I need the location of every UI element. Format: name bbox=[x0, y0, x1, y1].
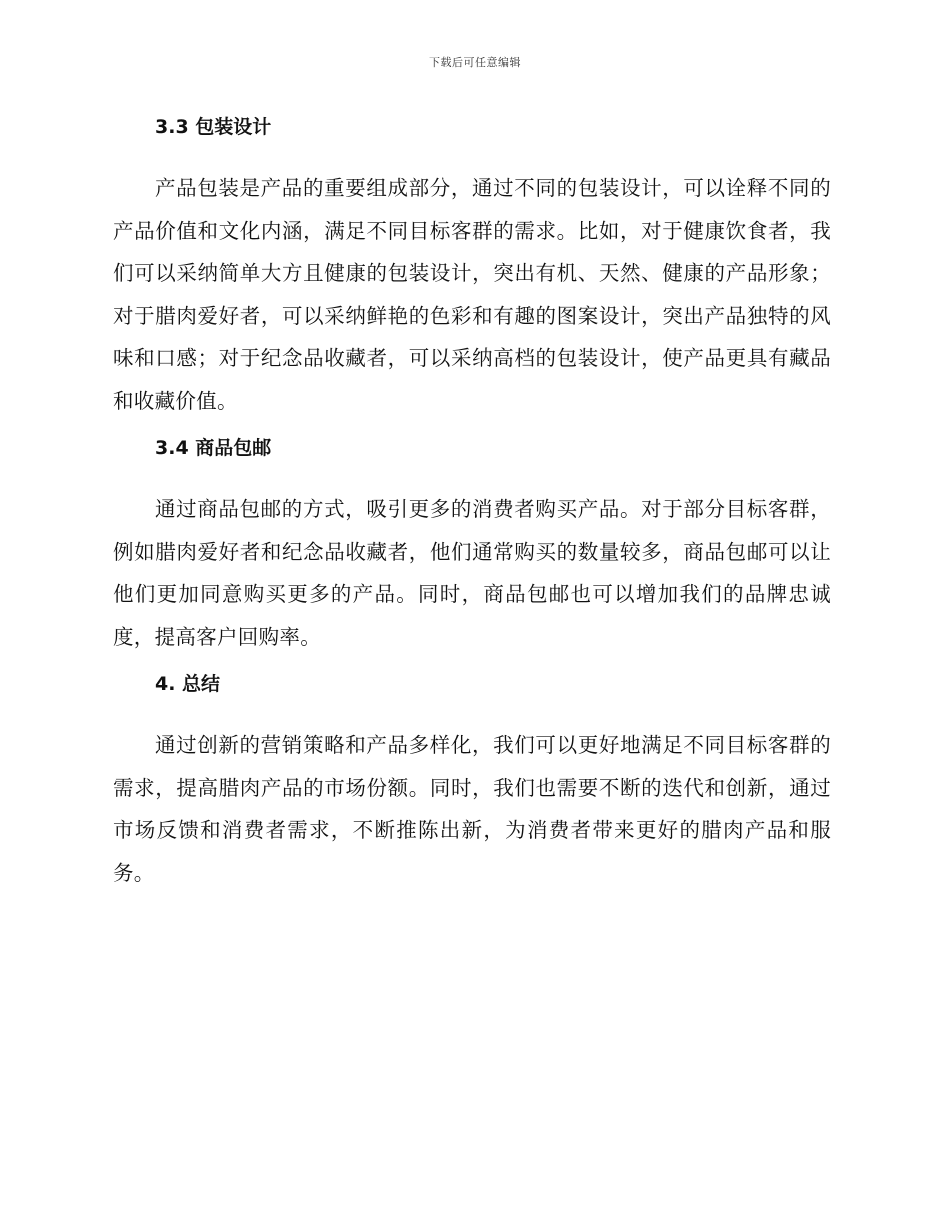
section-heading: 3.3 包装设计 bbox=[155, 116, 272, 138]
section-summary bbox=[113, 670, 831, 894]
section-paragraph: 通过商品包邮的方式，吸引更多的消费者购买产品。对于部分目标客群，例如腊肉爱好者和纪念品收藏者，他们通常购买的数量较多，商品包邮可以让他们更加同意购买更多的产品。同时，商品包邮也可以增加我们的品牌忠诚度，提高客户回购率。 bbox=[113, 497, 831, 649]
section-paragraph: 通过创新的营销策略和产品多样化，我们可以更好地满足不同目标客群的需求，提高腊肉产品的市场份额。同时，我们也需要不断的迭代和创新，通过市场反馈和消费者需求，不断推陈出新，为消费者带来更好的腊肉产品和服务。 bbox=[113, 733, 831, 885]
section-heading: 4. 总结 bbox=[155, 673, 221, 695]
section-paragraph: 产品包装是产品的重要组成部分，通过不同的包装设计，可以诠释不同的产品价值和文化内涵，满足不同目标客群的需求。比如，对于健康饮食者，我们可以采纳简单大方且健康的包装设计，突出有机、天然、健康的产品形象；对于腊肉爱好者，可以采纳鲜艳的色彩和有趣的图案设计，突出产品独特的风味和口感；对于纪念品收藏者，可以采纳高档的包装设计，使产品更具有藏品和收藏价值。 bbox=[113, 176, 831, 413]
page-header: 下载后可任意编辑 bbox=[429, 56, 521, 69]
section-heading: 3.4 商品包邮 bbox=[155, 437, 272, 459]
document-body bbox=[113, 113, 831, 906]
section-free-shipping bbox=[113, 434, 831, 658]
section-packaging-design bbox=[113, 113, 831, 422]
